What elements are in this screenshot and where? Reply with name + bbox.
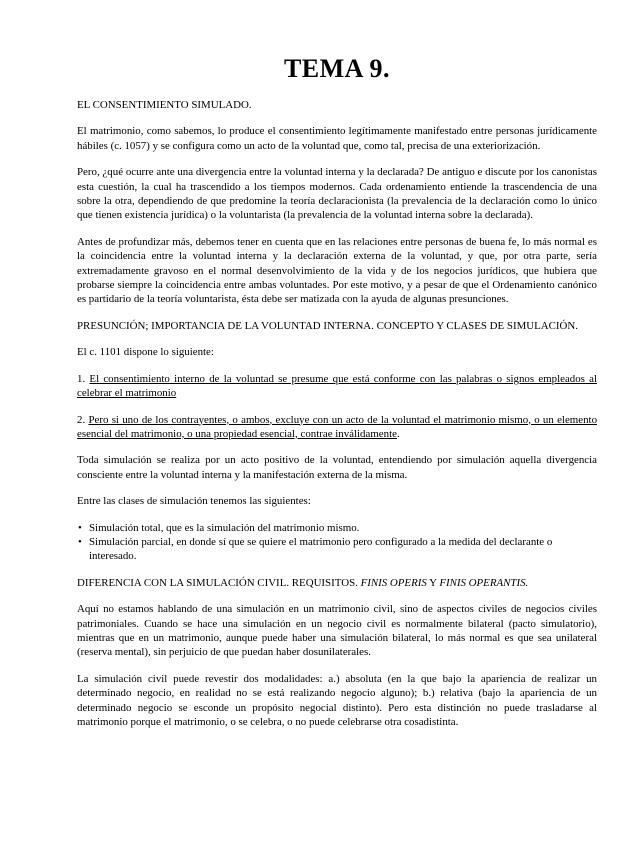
underlined-quote: Pero si uno de los contrayentes, o ambos, excluye con un acto de la voluntad el matrimonio mismo, o un elemento esencial del matrimonio, o una propiedad esencial, contrae inválidamente — [77, 413, 598, 440]
item-number: 2. — [77, 413, 89, 426]
list-item-text: Simulación parcial, en donde sí que se quiere el matrimonio pero configurado a la medida del declarante o interesado. — [89, 535, 553, 563]
paragraph: Pero, ¿qué ocurre ante una divergencia entre la voluntad interna y la declarada? De antiguo e discute por los canonistas esta cuestión, la cual ha trascendido a los tiempos modernos. Cada ordenamiento entiende la trascendencia de una sobre la otra, dependiendo de que predomine la teoría declaracionista (la prevalencia de la declaración como lo único que tienen existencia jurídica) o la voluntarista (la prevalencia de la voluntad interna sobre la declarada). — [77, 166, 597, 222]
heading-italic: FINIS OPERANTIS. — [439, 576, 529, 589]
paragraph: La simulación civil puede revestir dos modalidades: a.) absoluta (en la que bajo la apariencia de realizar un determinado negocio, en realidad no se está realizando negocio alguno); b.) relativa (bajo la apariencia de un determinado negocio se esconde un propósito negocial distinto). Pero esta distinción no puede trasladarse al matrimonio porque el matrimonio, o se celebra, o no puede celebrarse otra cosadistinta. — [77, 672, 597, 728]
paragraph: El matrimonio, como sabemos, lo produce el consentimiento legítimamente manifestado entre personas jurídicamente hábiles (c. 1057) y se configura como un acto de la voluntad que, como tal, precisa de una exteriorización. — [77, 125, 597, 152]
list-item — [77, 521, 597, 535]
paragraph: Toda simulación se realiza por un acto positivo de la voluntad, entendiendo por simulación aquella divergencia consciente entre la voluntad interna y la manifestación externa de la misma. — [77, 454, 597, 481]
heading-text: DIFERENCIA CON LA SIMULACIÓN CIVIL. REQUISITOS. — [77, 576, 361, 589]
document-page — [77, 54, 597, 741]
paragraph: Antes de profundizar más, debemos tener en cuenta que en las relaciones entre personas de buena fe, lo más normal es la coincidencia entre la voluntad interna y la declaración externa de la voluntad, y que, por otra parte, sería extremadamente gravoso en el normal desenvolvimiento de la vida y de los negocios jurídicos, que hubiera que probarse siempre la coincidencia entre ambas voluntades. Por este motivo, y a pesar de que el Ordenamiento canónico es partidario de la teoría voluntarista, ésta debe ser matizada con la ayuda de algunas presunciones. — [77, 235, 597, 306]
bullet-list — [77, 521, 597, 564]
paragraph: Aquí no estamos hablando de una simulación en un matrimonio civil, sino de aspectos civiles de negocios civiles patrimoniales. Cuando se hace una simulación en un negocio civil es normalmente bilateral (pacto simulatorio), mientras que en un matrimonio, aunque puede haber una simulación bilateral, lo más normal es que sea unilateral (reserva mental), sin perjuicio de que puedan haber dosunilaterales. — [77, 603, 597, 659]
bullet-icon: • — [78, 521, 82, 534]
document-title: TEMA 9. — [283, 54, 391, 83]
canon-item-1 — [77, 372, 597, 401]
canon-item-2 — [77, 413, 597, 442]
list-item — [77, 535, 597, 564]
section-heading-presuncion: PRESUNCIÓN; IMPORTANCIA DE LA VOLUNTAD INTERNA. CONCEPTO Y CLASES DE SIMULACIÓN. — [77, 319, 579, 332]
paragraph: El c. 1101 dispone lo siguiente: — [77, 346, 214, 359]
item-period: . — [396, 427, 400, 440]
heading-italic: FINIS OPERIS — [360, 576, 427, 589]
section-heading-diferencia — [77, 576, 597, 590]
list-item-text: Simulación total, que es la simulación del matrimonio mismo. — [89, 521, 360, 534]
heading-text: Y — [426, 576, 440, 589]
underlined-quote: El consentimiento interno de la voluntad se presume que está conforme con las palabras o signos empleados al celebrar el matrimonio — [77, 372, 598, 400]
paragraph: Entre las clases de simulación tenemos las siguientes: — [77, 495, 311, 508]
bullet-icon: • — [78, 535, 82, 548]
section-heading-consentimiento: EL CONSENTIMIENTO SIMULADO. — [77, 99, 252, 111]
item-number: 1. — [77, 372, 90, 385]
